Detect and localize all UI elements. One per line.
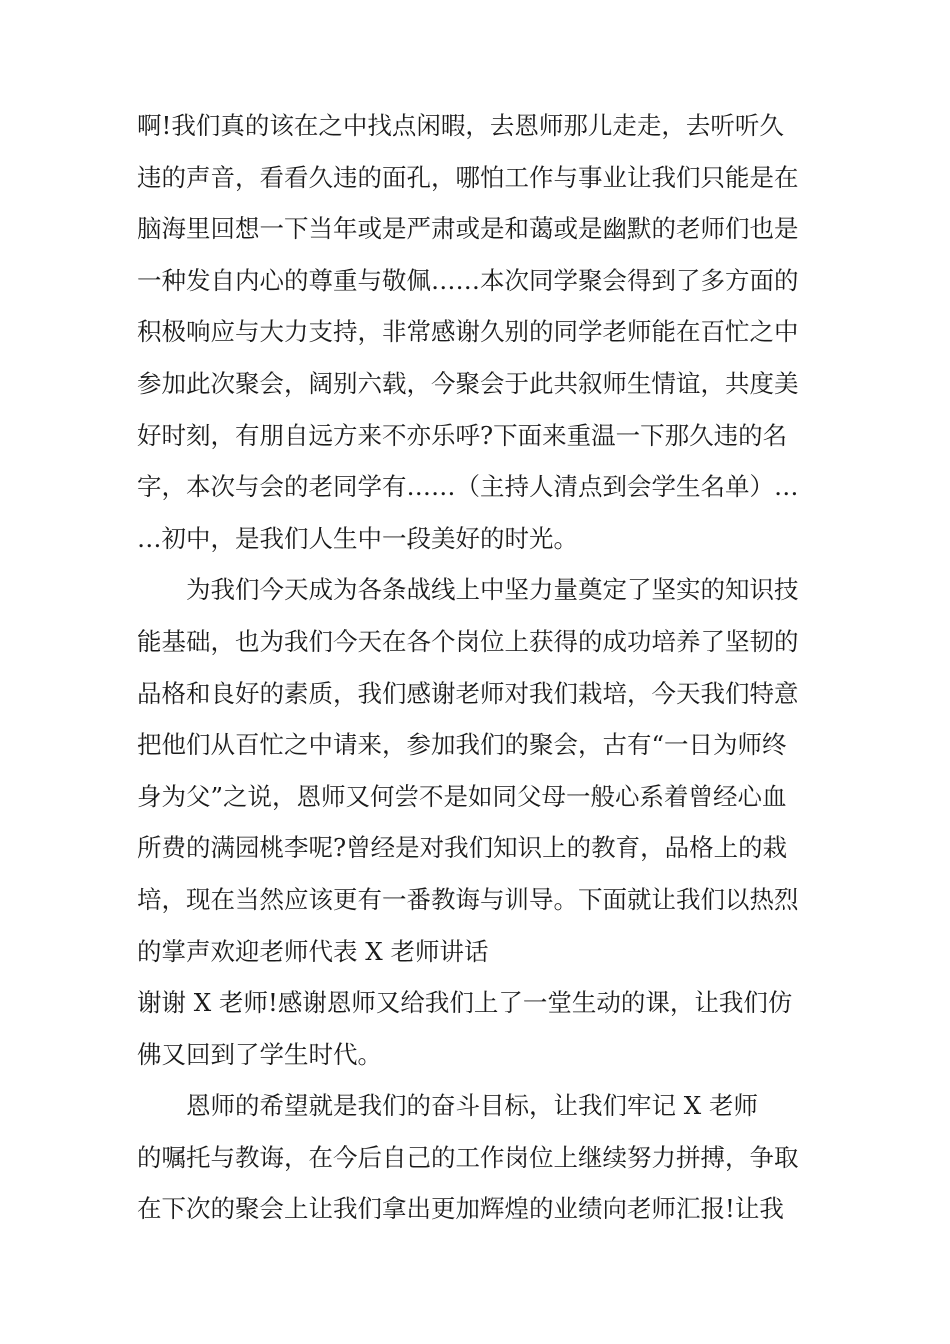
text-line: 脑海里回想一下当年或是严肃或是和蔼或是幽默的老师们也是 <box>137 214 799 244</box>
text-line: 字，本次与会的老同学有……（主持人清点到会学生名单）… <box>137 472 799 502</box>
text-line: 参加此次聚会，阔别六载，今聚会于此共叙师生情谊，共度美 <box>137 368 799 398</box>
text-line: 把他们从百忙之中请来，参加我们的聚会，古有“一日为师终 <box>137 730 787 760</box>
text-line: 培，现在当然应该更有一番教诲与训导。下面就让我们以热烈 <box>137 884 799 914</box>
document-body <box>137 100 837 1235</box>
text-line: 所费的满园桃李呢?曾经是对我们知识上的教育，品格上的栽 <box>137 833 788 863</box>
text-line: 在下次的聚会上让我们拿出更加辉煌的业绩向老师汇报!让我 <box>137 1194 784 1224</box>
text-line: 身为父”之说，恩师又何尝不是如同父母一般心系着曾经心血 <box>137 781 787 811</box>
text-line: 积极响应与大力支持，非常感谢久别的同学老师能在百忙之中 <box>137 317 799 347</box>
text-line: …初中，是我们人生中一段美好的时光。 <box>137 523 578 553</box>
text-line: 的嘱托与教诲，在今后自己的工作岗位上继续努力拼搏，争取 <box>137 1142 799 1172</box>
text-line: 能基础，也为我们今天在各个岗位上获得的成功培养了坚韧的 <box>137 626 799 656</box>
text-line: 啊!我们真的该在之中找点闲暇，去恩师那儿走走，去听听久 <box>137 111 784 140</box>
text-line: 一种发自内心的尊重与敬佩……本次同学聚会得到了多方面的 <box>137 265 799 295</box>
text-line: 好时刻，有朋自远方来不亦乐呼?下面来重温一下那久违的名 <box>137 420 788 450</box>
text-line: 为我们今天成为各条战线上中坚力量奠定了坚实的知识技 <box>186 575 799 605</box>
text-line: 谢谢 X 老师!感谢恩师又给我们上了一堂生动的课，让我们仿 <box>137 988 793 1018</box>
text-line: 违的声音，看看久违的面孔，哪怕工作与事业让我们只能是在 <box>137 162 799 192</box>
text-line: 佛又回到了学生时代。 <box>137 1039 382 1069</box>
text-line: 品格和良好的素质，我们感谢老师对我们栽培，今天我们特意 <box>137 678 799 708</box>
text-line: 恩师的希望就是我们的奋斗目标，让我们牢记 X 老师 <box>186 1091 759 1121</box>
text-line: 的掌声欢迎老师代表 X 老师讲话 <box>137 936 489 966</box>
